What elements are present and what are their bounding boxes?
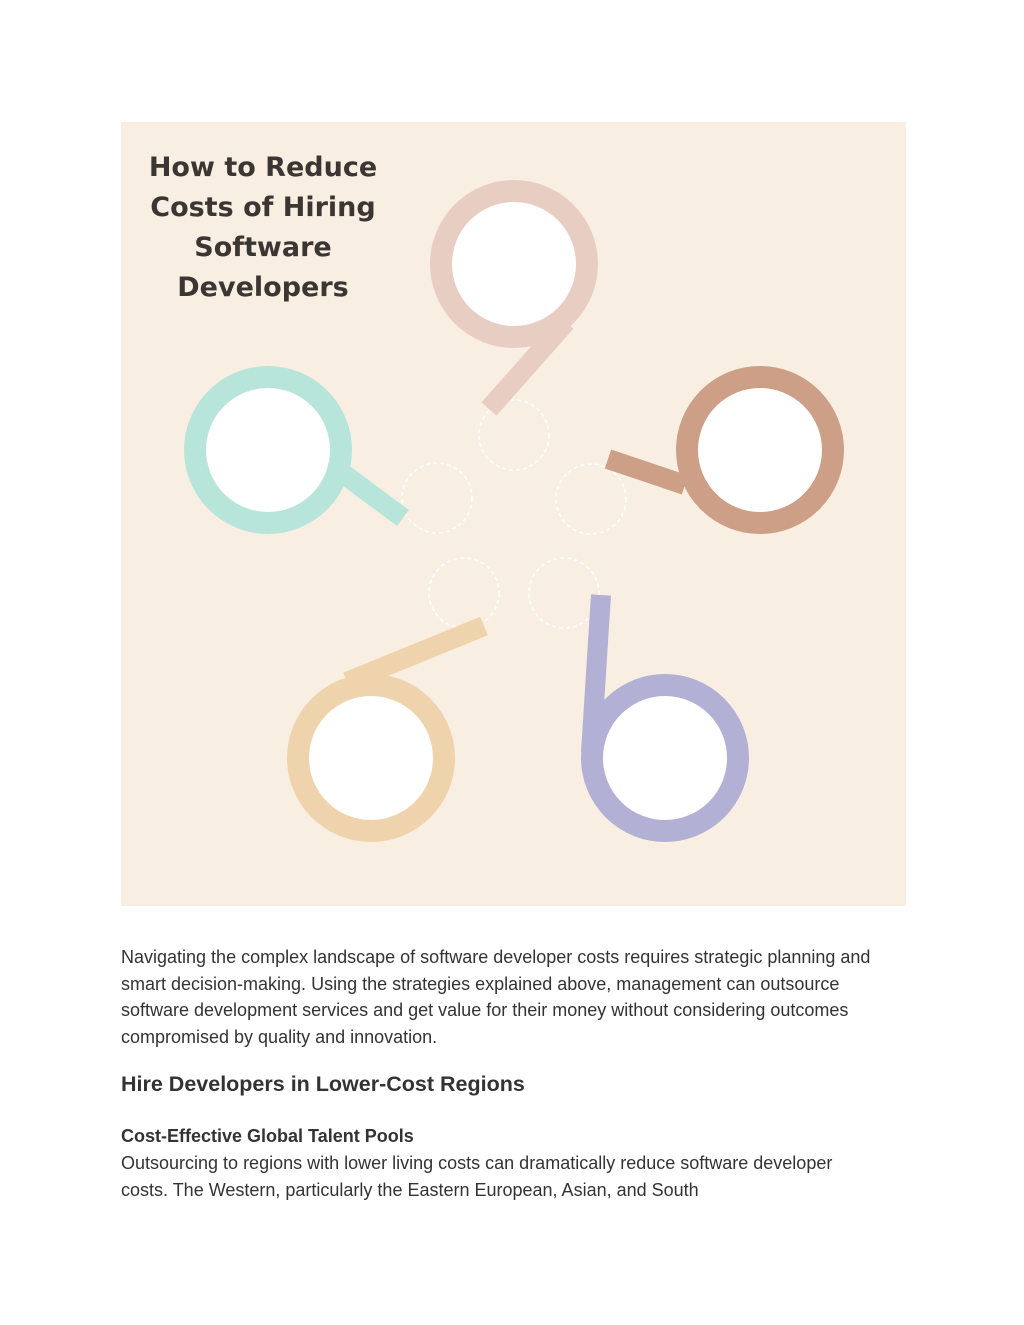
intro-paragraph: Navigating the complex landscape of software developer costs requires strategic planning and smart decision-making. Using the strategies explained above, management can outsource software development services and get value for their money without considering outcomes compromised by quality and innovation.: [121, 947, 871, 1047]
teal-ring: [195, 377, 403, 523]
center-dashed-circle-1: [479, 400, 549, 470]
peach-ring: [298, 626, 484, 831]
center-dashed-circle-5: [529, 558, 599, 628]
center-dashed-circle-3: [402, 463, 472, 533]
infographic-title: How to Reduce Costs of Hiring Software Developers: [148, 152, 378, 303]
lavender-ring: [591, 595, 738, 831]
subheading: Cost-Effective Global Talent Pools: [121, 1126, 414, 1146]
section-heading: Hire Developers in Lower-Cost Regions: [121, 1072, 525, 1096]
center-dashed-circle-2: [556, 464, 626, 534]
brown-ring: [608, 377, 833, 523]
section-paragraph: Outsourcing to regions with lower living costs can dramatically reduce software developer costs. The Western, particularly the Eastern European, Asian, and South: [121, 1153, 833, 1200]
center-dashed-circle-4: [429, 558, 499, 628]
pink-ring: [441, 191, 587, 409]
infographic-figure: [121, 122, 906, 906]
